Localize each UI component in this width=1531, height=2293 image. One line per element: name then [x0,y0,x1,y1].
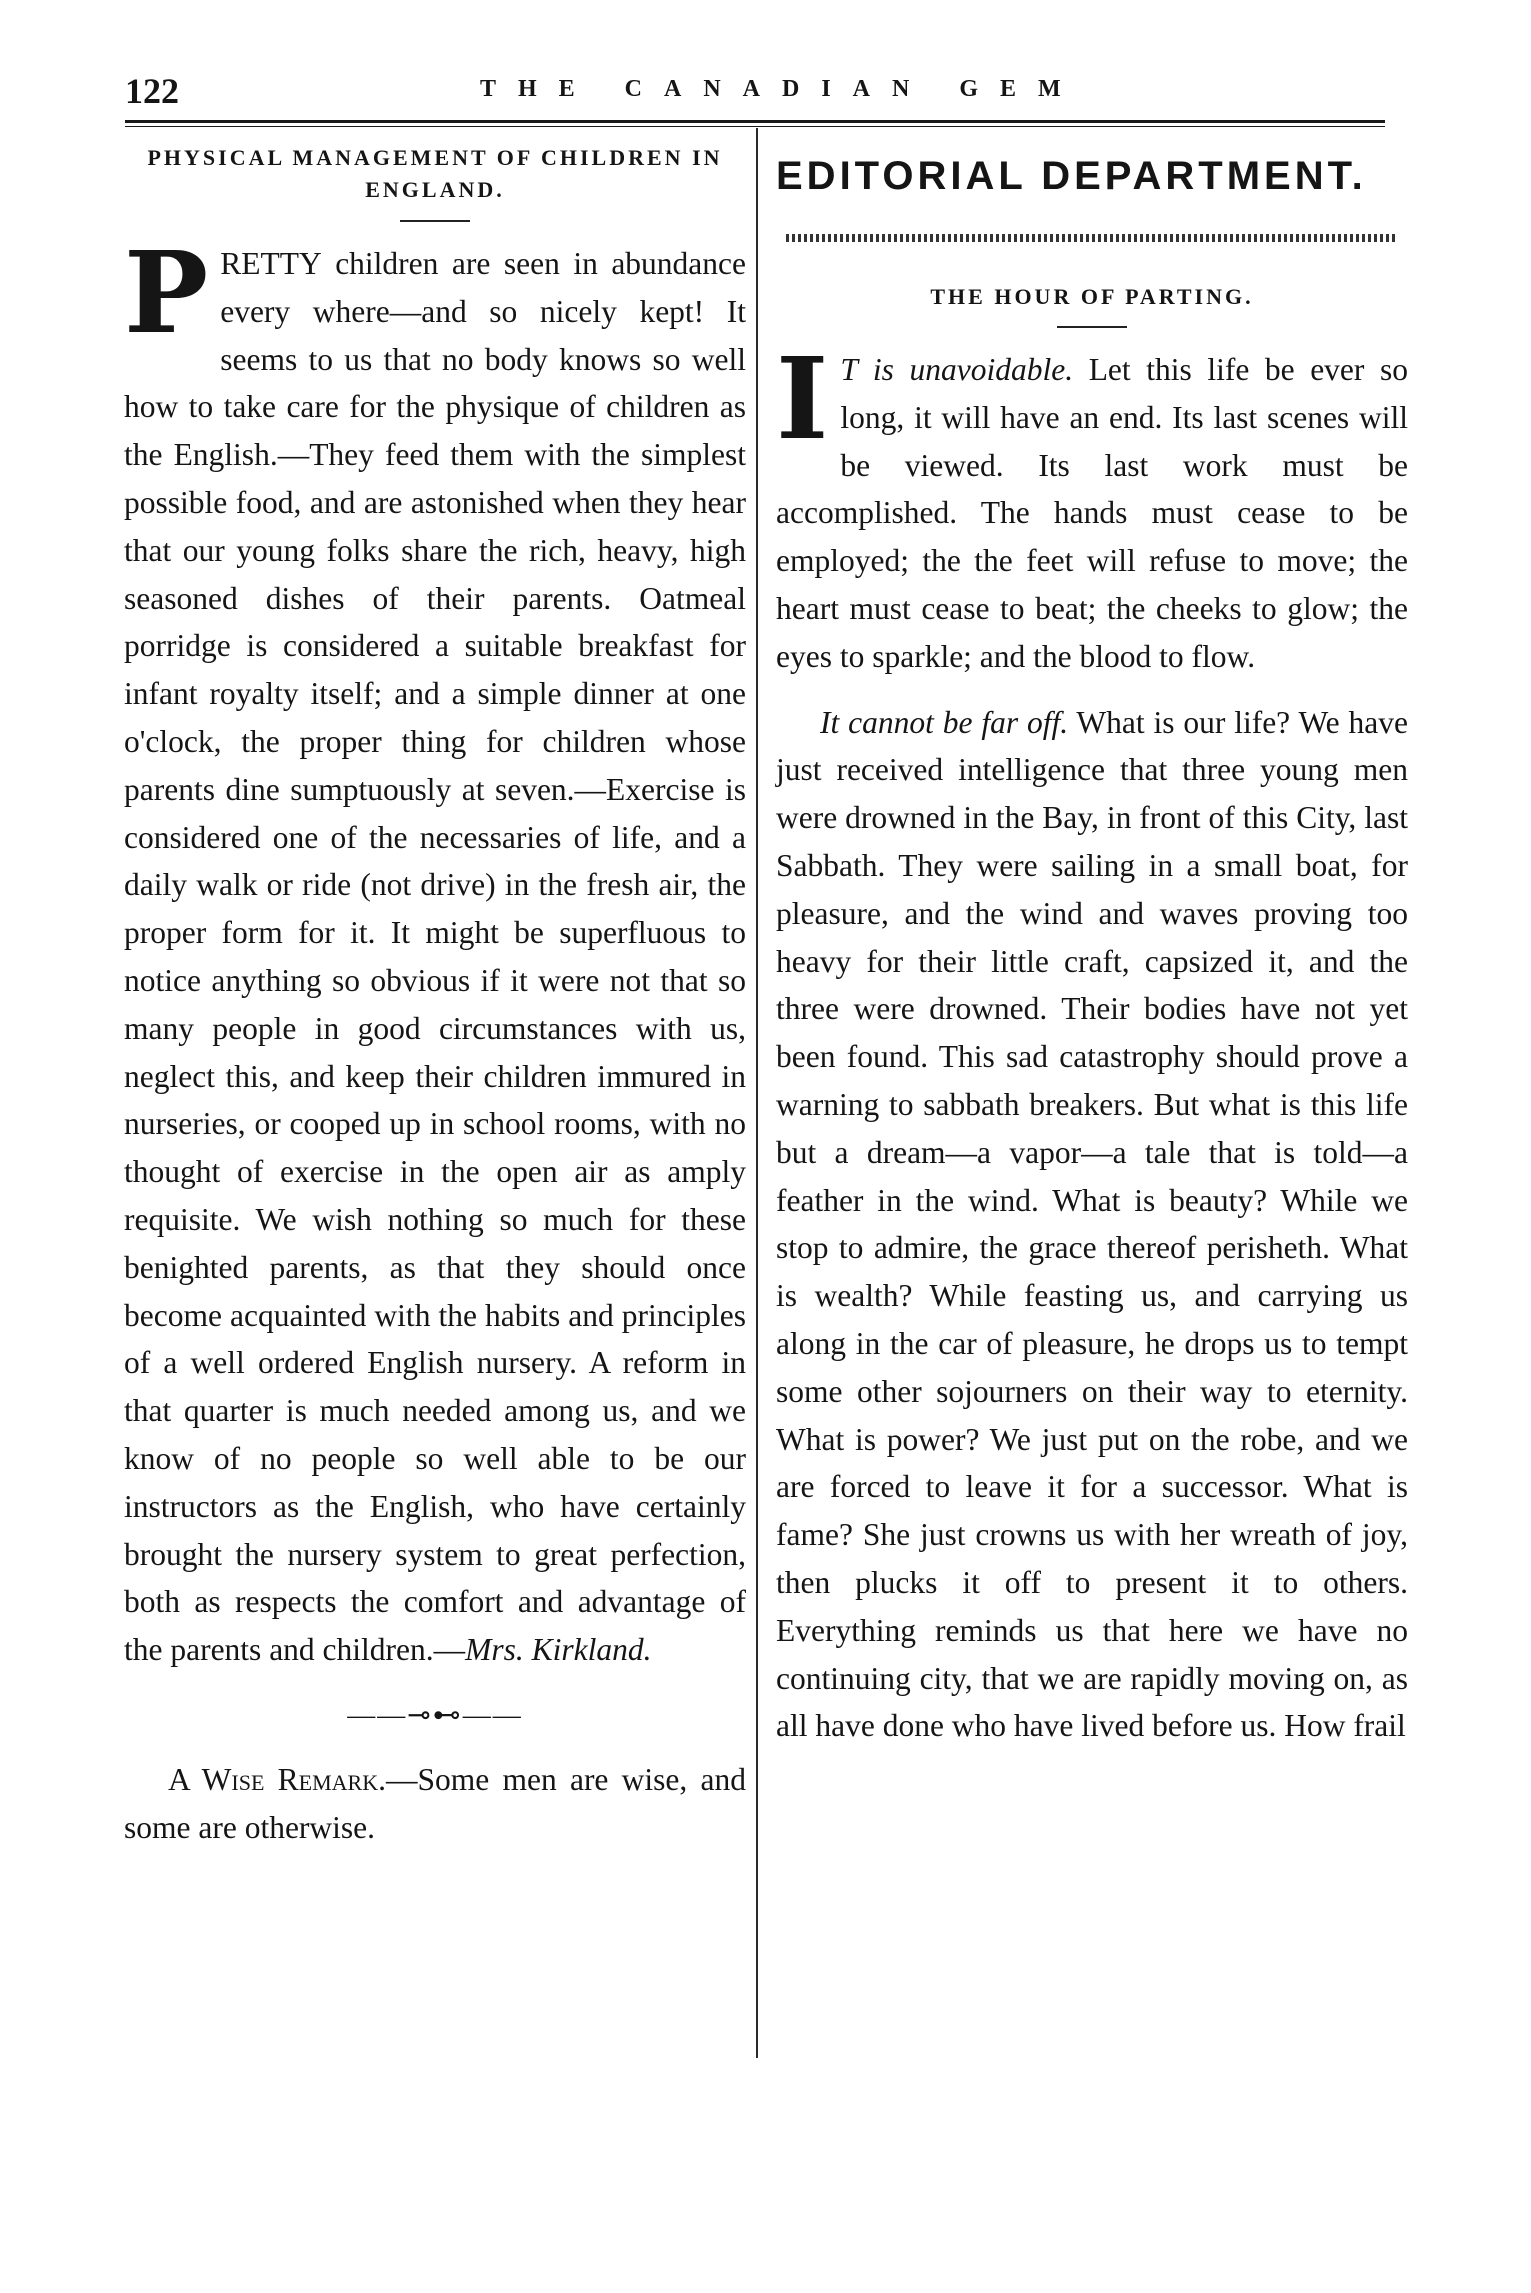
column-divider [756,128,758,2058]
article-text: children are seen in abundance every where—and so nicely kept! It seems to us that no body knows so well how to take care for the physique of children as the English.—They feed them with the simplest possible food, and are astonished when they hear that our young folks share the rich, heavy, high seasoned dishes of their parents. Oatmeal porridge is considered a suitable breakfast for infant royalty itself; and a simple dinner at one o'clock, the proper thing for children whose parents dine sumptuously at seven.—Exercise is considered one of the necessaries of life, and a daily walk or ride (not drive) in the fresh air, the proper form for it. It might be superfluous to notice anything so obvious if it were not that so many people in good circumstances with us, neglect this, and keep their children immured in nurseries, or cooped up in school rooms, with no thought of exercise in the open air as amply requisite. We wish nothing so much for these benighted parents, as that they should once become acquainted with the habits and principles of a well ordered English nursery. A reform in that quarter is much needed among us, and we know of no people so well able to be our instructors as the English, who have certainly brought the nursery system to great perfection, both as respects the comfort and advantage of the parents and children.— [124,246,746,1668]
article-body-physical-management [124,228,746,1674]
p2-text: What is our life? We have just received intelligence that three young men were drowned in the Bay, in front of this City, last Sabbath. They were sailing in a small boat, for pleasure, and the wind and waves proving too heavy for their little craft, capsized it, and the three were drowned. Their bodies have not yet been found. This sad catastrophy should prove a warning to sabbath breakers. But what is this life but a dream—a vapor—a tale that is told—a feather in the wind. What is beauty? While we stop to admire, the grace thereof perisheth. What is wealth? While feasting us, and carrying us along in the car of pleasure, he drops us to tempt some other sojourners on their way to eternity. What is power? We just put on the robe, and we are forced to leave it for a successor. What is fame? She just crowns us with her wreath of joy, then plucks it off to present it to others. Everything reminds us that here we have no continuing city, that we are rapidly moving on, as all have done who have lived before us. How frail [776,704,1408,1744]
first-word-rest: RETTY [220,246,322,281]
subtitle-rule [1057,326,1127,328]
drop-cap-i: I [776,334,829,465]
running-head [0,70,1531,110]
wise-remark-label: A Wise Remark. [168,1761,386,1797]
ornament-divider: ——⊸⊷—— [347,1699,523,1731]
header-rule [125,120,1385,127]
parting-paragraph-2 [776,699,1408,1751]
journal-title: THE CANADIAN GEM [480,76,1083,102]
wise-remark [124,1756,746,1852]
attribution: Mrs. Kirkland. [465,1632,652,1668]
page-number: 122 [125,71,179,111]
p2-italic-lead: It cannot be far off. [820,704,1069,740]
left-column [124,142,746,1852]
title-rule [400,220,470,222]
p1-italic-lead: T is unavoidable. [840,352,1074,387]
drop-cap-p: P [124,228,209,359]
right-column [776,142,1408,1750]
wise-remark-text: —Some men are wise, and some are otherwise. [124,1761,746,1845]
article-title-physical-management: PHYSICAL MANAGEMENT OF CHILDREN IN ENGLAND. [147,145,723,202]
article-title-hour-of-parting: THE HOUR OF PARTING. [930,284,1254,309]
editorial-department-title: EDITORIAL DEPARTMENT. [776,154,1367,198]
wavy-rule [786,234,1396,242]
p1-text: Let this life be ever so long, it will have an end. Its last scenes will be viewed. Its last work must be accomplished. The hands must cease to be employed; the the feet will refuse to move; the heart must cease to beat; the cheeks to glow; the eyes to sparkle; and the blood to flow. [776,352,1408,674]
parting-paragraph-1 [776,334,1408,681]
